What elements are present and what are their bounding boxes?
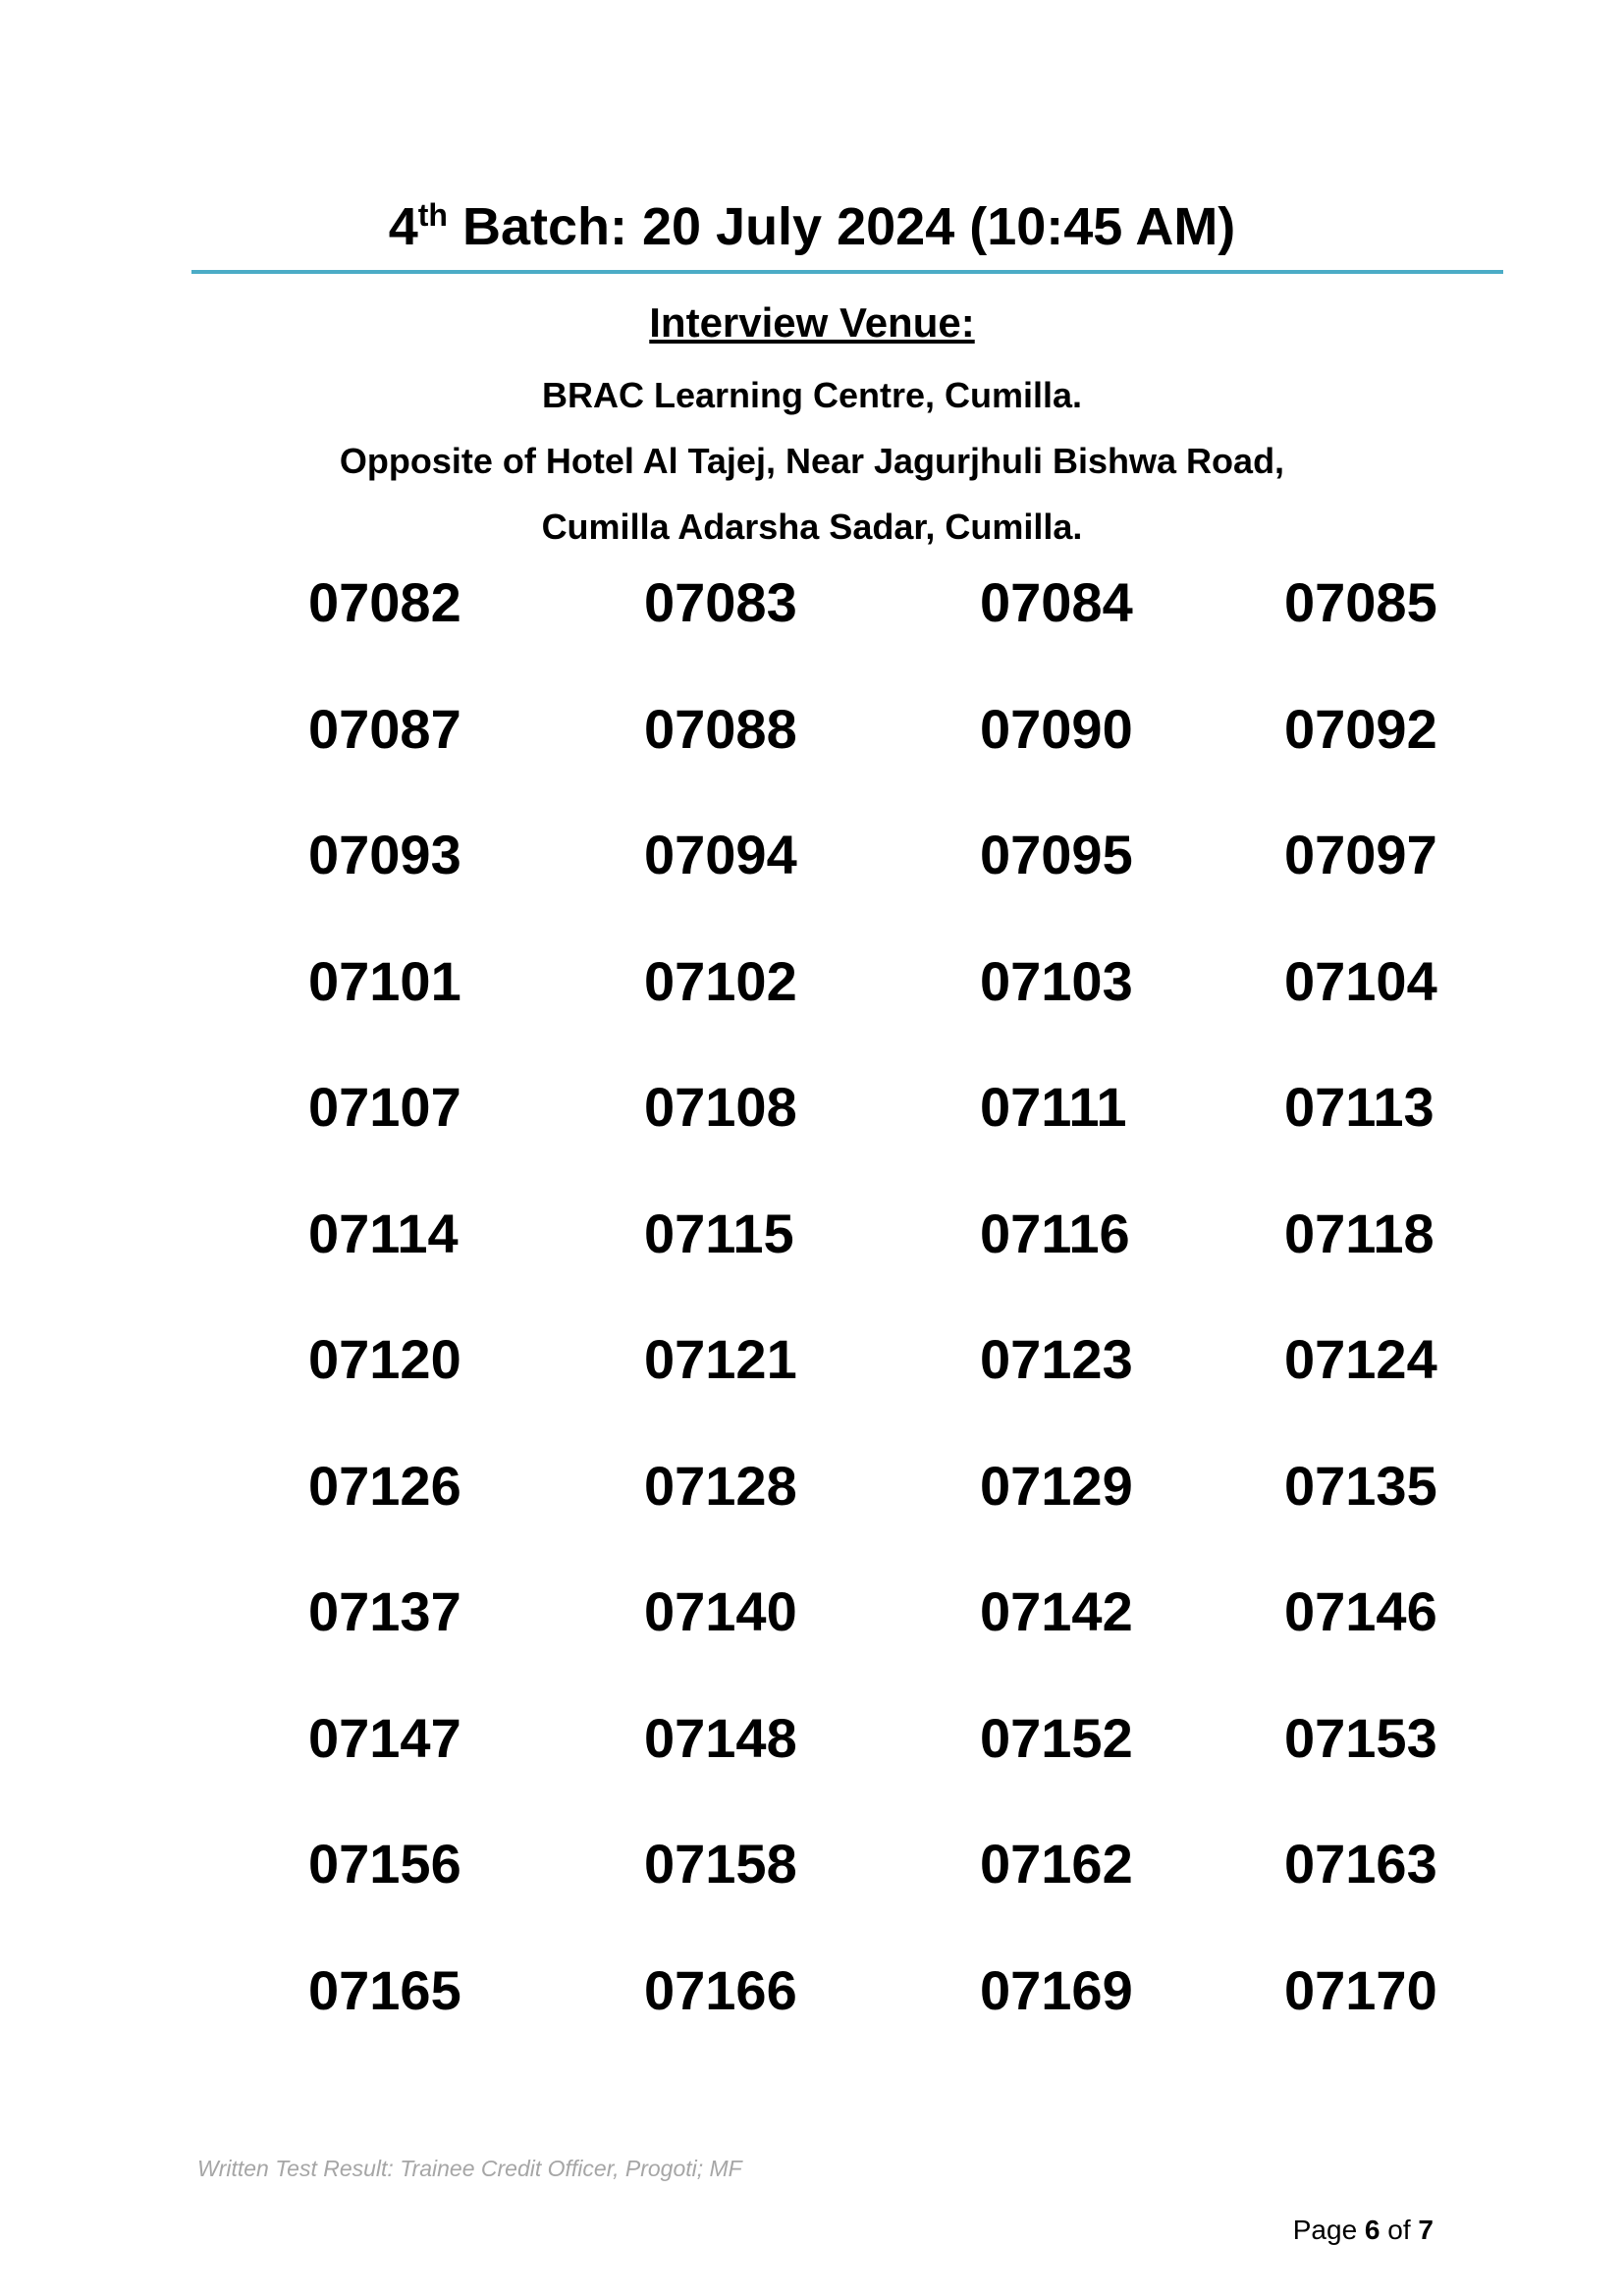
roll-number: 07102 [644, 949, 797, 1012]
roll-number: 07152 [980, 1706, 1133, 1769]
roll-row [308, 694, 1447, 821]
venue-name: BRAC Learning Centre, Cumilla. [541, 375, 1083, 415]
roll-row [308, 1955, 1447, 2082]
roll-row [308, 820, 1447, 946]
roll-number: 07097 [1284, 824, 1437, 885]
roll-number: 07169 [980, 1958, 1133, 2021]
roll-number: 07137 [308, 1580, 461, 1642]
roll-number: 07108 [644, 1076, 797, 1138]
roll-number: 07104 [1284, 949, 1437, 1012]
roll-number: 07129 [980, 1454, 1133, 1517]
roll-number: 07103 [980, 949, 1133, 1012]
roll-number: 07083 [644, 571, 797, 633]
roll-number: 07166 [644, 1958, 797, 2021]
batch-ordinal-suffix: th [417, 197, 448, 233]
roll-number: 07093 [308, 824, 461, 885]
roll-number: 07163 [1284, 1833, 1437, 1895]
roll-row [308, 1829, 1447, 1955]
roll-row [308, 1703, 1447, 1830]
roll-number: 07121 [644, 1328, 797, 1390]
roll-number: 07101 [308, 949, 461, 1012]
page-prefix: Page [1292, 2215, 1365, 2245]
roll-row [308, 1451, 1447, 1577]
roll-number: 07124 [1284, 1328, 1437, 1390]
roll-number: 07085 [1284, 571, 1437, 633]
roll-number: 07087 [308, 697, 461, 760]
roll-number: 07123 [980, 1328, 1133, 1390]
roll-row [308, 1072, 1447, 1199]
roll-number: 07135 [1284, 1454, 1437, 1517]
roll-number: 07082 [308, 571, 461, 633]
roll-number: 07148 [644, 1706, 797, 1769]
roll-number: 07126 [308, 1454, 461, 1517]
roll-number: 07146 [1284, 1580, 1437, 1642]
roll-row [308, 567, 1447, 694]
page-number [1293, 2213, 1434, 2248]
roll-number: 07128 [644, 1454, 797, 1517]
roll-number: 07170 [1284, 1958, 1437, 2021]
roll-number: 07156 [308, 1833, 461, 1895]
page-total: 7 [1418, 2215, 1434, 2245]
roll-number: 07114 [308, 1201, 459, 1264]
page-of: of [1380, 2215, 1419, 2245]
roll-number: 07088 [644, 697, 797, 760]
roll-number: 07092 [1284, 697, 1437, 760]
venue-address-line-1: Opposite of Hotel Al Tajej, Near Jagurjhuli Bishwa Road, [339, 441, 1285, 481]
roll-number: 07147 [308, 1706, 461, 1769]
roll-number: 07140 [644, 1580, 797, 1642]
roll-number: 07116 [980, 1201, 1130, 1264]
roll-number: 07095 [980, 824, 1133, 885]
roll-number: 07118 [1284, 1201, 1435, 1264]
batch-title [0, 192, 1624, 261]
roll-row [308, 946, 1447, 1073]
roll-number: 07090 [980, 697, 1133, 760]
roll-number: 07158 [644, 1833, 797, 1895]
page-current: 6 [1364, 2215, 1380, 2245]
roll-number-grid [308, 567, 1447, 2081]
roll-number: 07153 [1284, 1706, 1437, 1769]
roll-number: 07113 [1284, 1076, 1435, 1138]
footer-note: Written Test Result: Trainee Credit Officer, Progoti; MF [197, 2156, 742, 2181]
roll-number: 07107 [308, 1076, 461, 1138]
batch-date-time: Batch: 20 July 2024 (10:45 AM) [447, 197, 1236, 256]
title-divider [191, 270, 1503, 274]
roll-row [308, 1199, 1447, 1325]
roll-number: 07120 [308, 1328, 461, 1390]
venue-heading: Interview Venue: [649, 299, 975, 346]
roll-number: 07111 [980, 1076, 1127, 1138]
roll-number: 07115 [644, 1201, 794, 1264]
roll-row [308, 1324, 1447, 1451]
venue-address-line-2: Cumilla Adarsha Sadar, Cumilla. [541, 507, 1083, 547]
roll-number: 07162 [980, 1833, 1133, 1895]
roll-number: 07165 [308, 1958, 461, 2021]
roll-number: 07094 [644, 824, 797, 885]
roll-number: 07142 [980, 1580, 1133, 1642]
roll-row [308, 1576, 1447, 1703]
roll-number: 07084 [980, 571, 1133, 633]
batch-number: 4 [388, 197, 418, 256]
